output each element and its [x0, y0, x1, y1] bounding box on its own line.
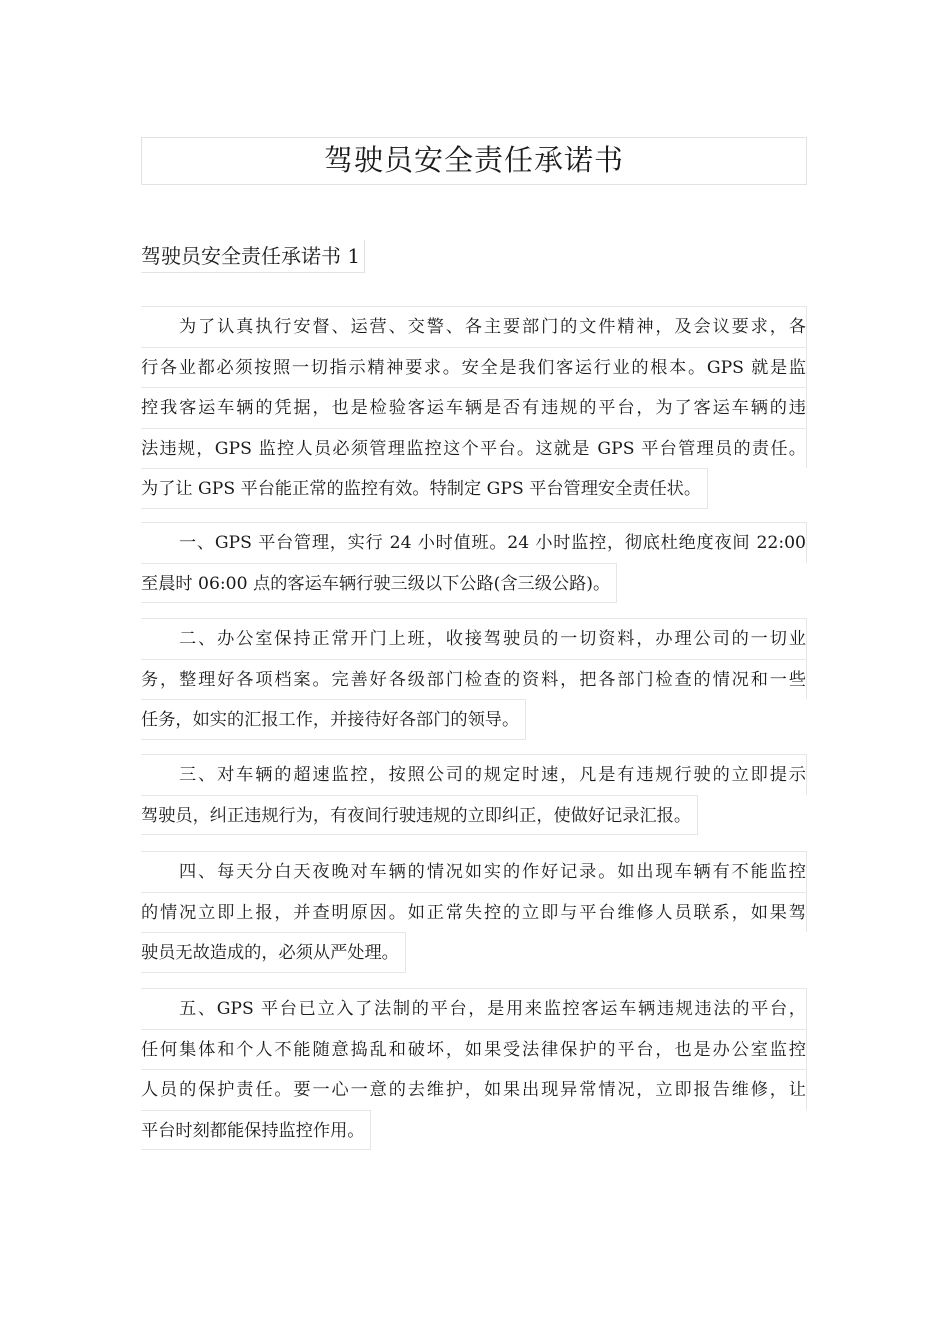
section-heading: 驾驶员安全责任承诺书 1 — [141, 240, 365, 273]
paragraph-line: 平台时刻都能保持监控作用。 — [141, 1110, 371, 1151]
paragraph-line: 行各业都必须按照一切指示精神要求。安全是我们客运行业的根本。GPS 就是监 — [141, 347, 807, 388]
paragraph-line: 的情况立即上报，并查明原因。如正常失控的立即与平台维修人员联系，如果驾 — [141, 892, 807, 933]
paragraph-line: 任何集体和个人不能随意捣乱和破坏，如果受法律保护的平台，也是办公室监控 — [141, 1029, 807, 1070]
paragraph-line: 控我客运车辆的凭据，也是检验客运车辆是否有违规的平台，为了客运车辆的违 — [141, 387, 807, 428]
paragraph-line: 法违规，GPS 监控人员必须管理监控这个平台。这就是 GPS 平台管理员的责任。 — [141, 428, 807, 469]
paragraph-intro — [141, 306, 807, 524]
paragraph-line: 五、GPS 平台已立入了法制的平台，是用来监控客运车辆违规违法的平台， — [141, 988, 807, 1029]
paragraph-line: 务，整理好各项档案。完善好各级部门检查的资料，把各部门检查的情况和一些 — [141, 659, 807, 700]
paragraph-line: 至晨时 06:00 点的客运车辆行驶三级以下公路(含三级公路)。 — [141, 563, 617, 604]
paragraph-line: 一、GPS 平台管理，实行 24 小时值班。24 小时监控，彻底杜绝度夜间 22:00 — [141, 522, 807, 563]
paragraph-item-4 — [141, 851, 807, 988]
paragraph-item-2 — [141, 618, 807, 755]
paragraph-line: 人员的保护责任。要一心一意的去维护，如果出现异常情况，立即报告维修，让 — [141, 1069, 807, 1110]
document-title: 驾驶员安全责任承诺书 — [141, 137, 807, 185]
paragraph-item-3 — [141, 754, 807, 851]
paragraph-line: 为了认真执行安督、运营、交警、各主要部门的文件精神，及会议要求，各 — [141, 306, 807, 347]
paragraph-line: 驾驶员，纠正违规行为，有夜间行驶违规的立即纠正，使做好记录汇报。 — [141, 795, 698, 836]
paragraph-item-5 — [141, 988, 807, 1166]
paragraph-line: 三、对车辆的超速监控，按照公司的规定时速，凡是有违规行驶的立即提示 — [141, 754, 807, 795]
paragraph-line: 四、每天分白天夜晚对车辆的情况如实的作好记录。如出现车辆有不能监控 — [141, 851, 807, 892]
paragraph-line: 为了让 GPS 平台能正常的监控有效。特制定 GPS 平台管理安全责任状。 — [141, 468, 708, 509]
paragraph-item-1 — [141, 522, 807, 619]
paragraph-line: 任务，如实的汇报工作，并接待好各部门的领导。 — [141, 699, 526, 740]
paragraph-line: 二、办公室保持正常开门上班，收接驾驶员的一切资料，办理公司的一切业 — [141, 618, 807, 659]
paragraph-line: 驶员无故造成的，必须从严处理。 — [141, 932, 406, 973]
